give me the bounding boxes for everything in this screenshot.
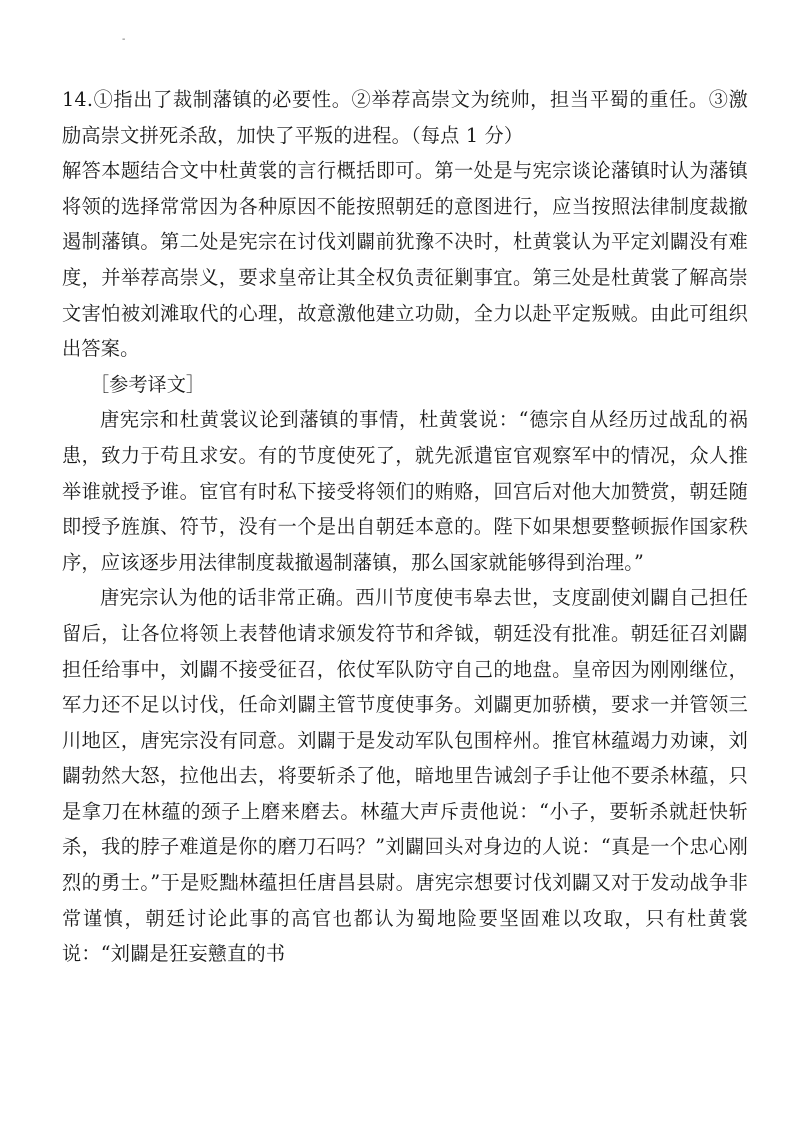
answer-explanation: 解答本题结合文中杜黄裳的言行概括即可。第一处是与宪宗谈论藩镇时认为藩镇将领的选择常常因为各种原因不能按照朝廷的意图进行，应当按照法律制度裁撤遏制藩镇。第二处是宪宗在讨伐刘闢前犹豫不决时，杜黄裳认为平定刘闢没有难度，并举荐高崇义，要求皇帝让其全权负责征剿事宜。第三处是杜黄裳了解高崇文害怕被刘滩取代的心理，故意激他建立功勋，全力以赴平定叛贼。由此可组织出答案。: [62, 159, 748, 361]
translation-paragraph-1: 唐宪宗和杜黄裳议论到藩镇的事情，杜黄裳说：“德宗自从经历过战乱的祸患，致力于苟且求安。有的节度使死了，就先派遣宦官观察军中的情况，众人推举谁就授予谁。宦官有时私下接受将领们的贿赂，回宫后对他大加赞赏，朝廷随即授予旌旗、符节，没有一个是出自朝廷本意的。陛下如果想要整顿振作国家秩序，应该逐步用法律制度裁撤遏制藩镇，那么国家就能够得到治理。”: [62, 408, 748, 574]
corner-mark: -: [122, 34, 126, 45]
document-body: [62, 82, 748, 972]
translation-label: ［参考译文］: [90, 372, 206, 396]
translation-paragraph-2: 唐宪宗认为他的话非常正确。西川节度使韦皋去世，支度副使刘闢自己担任留后，让各位将领上表替他请求颁发符节和斧钺，朝廷没有批准。朝廷征召刘闢担任给事中，刘闢不接受征召，依仗军队防守自己的地盘。皇帝因为刚刚继位，军力还不足以讨伐，任命刘闢主管节度使事务。刘闢更加骄横，要求一并管领三川地区，唐宪宗没有同意。刘闢于是发动军队包围梓州。推官林蕴竭力劝谏，刘闢勃然大怒，拉他出去，将要斩杀了他，暗地里告诫刽子手让他不要杀林蕴，只是拿刀在林蕴的颈子上磨来磨去。林蕴大声斥责他说：“小子，要斩杀就赶快斩杀，我的脖子难道是你的磨刀石吗？”刘闢回头对身边的人说：“真是一个忠心刚烈的勇士。”于是贬黜林蕴担任唐昌县尉。唐宪宗想要讨伐刘闢又对于发动战争非常谨慎，朝廷讨论此事的高官也都认为蜀地险要坚固难以攻取，只有杜黄裳说：“刘闢是狂妄戆直的书: [62, 586, 748, 966]
answer-14: 14.①指出了裁制藩镇的必要性。②举荐高崇文为统帅，担当平蜀的重任。③激励高崇文拼死杀敌，加快了平叛的进程。（每点 1 分）: [62, 88, 748, 147]
